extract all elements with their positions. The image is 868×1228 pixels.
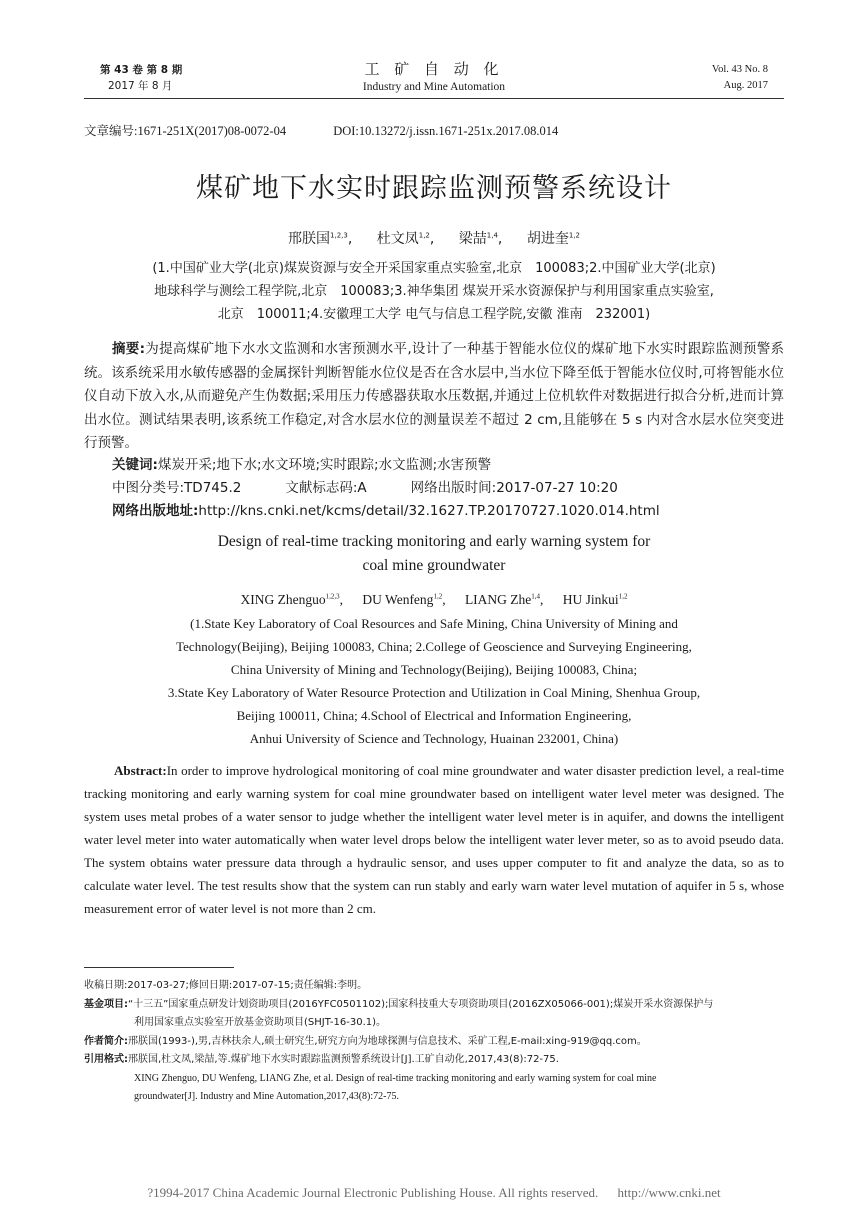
author-cn: 胡进奎$^{1,2}$ xyxy=(526,231,580,247)
running-header-left xyxy=(100,62,182,94)
article-info xyxy=(84,121,558,139)
keywords-label: 关键词: xyxy=(112,457,158,473)
affiliations-cn xyxy=(84,257,784,326)
classification xyxy=(112,476,784,496)
doi: DOI:10.13272/j.issn.1671-251x.2017.08.014 xyxy=(333,124,559,138)
article-number: 文章编号:1671-251X(2017)08-0072-04 xyxy=(84,124,287,138)
title-en-line: Design of real-time tracking monitoring and early warning system for xyxy=(217,533,651,550)
title-en xyxy=(84,530,784,578)
footnote-received: 收稿日期:2017-03-27;修回日期:2017-07-15;责任编辑:李明。 xyxy=(84,980,368,991)
online-address-link[interactable]: http://kns.cnki.net/kcms/detail/32.1627.TP.20170727.1020.014.html xyxy=(198,503,660,519)
abstract-cn-label: 摘要: xyxy=(112,341,145,357)
title-en-line: coal mine groundwater xyxy=(362,557,506,574)
affiliation-line: (1.中国矿业大学(北京)煤炭资源与安全开采国家重点实验室,北京 100083;2.中国矿业大学(北京) xyxy=(152,261,716,276)
keywords-text: 煤炭开采;地下水;水文环境;实时跟踪;水文监测;水害预警 xyxy=(157,457,492,473)
author-cn: 邢朕国$^{1,2,3}$, xyxy=(288,231,353,247)
running-header-right xyxy=(712,62,768,94)
footnote-rule xyxy=(84,967,234,968)
footnotes xyxy=(84,977,784,1107)
journal-name-cn: 工 矿 自 动 化 xyxy=(364,60,504,78)
date-cn: 2017 年 8 月 xyxy=(108,80,173,92)
online-address-label: 网络出版地址: xyxy=(112,503,199,519)
author-cn: 梁喆$^{1,4}$, xyxy=(458,231,503,247)
volume-cn: 第 43 卷 第 8 期 xyxy=(100,64,183,76)
affiliation-en-line: Technology(Beijing), Beijing 100083, China; 2.College of Geoscience and Surveying Engineering, xyxy=(176,639,692,654)
document-code: 文献标志码:A xyxy=(285,480,367,496)
journal-name-en: Industry and Mine Automation xyxy=(362,81,506,93)
clc-number: 中图分类号:TD745.2 xyxy=(112,480,242,496)
abstract-cn xyxy=(84,338,784,456)
cnki-url[interactable]: http://www.cnki.net xyxy=(617,1185,721,1200)
affiliation-en-line: (1.State Key Laboratory of Coal Resources and Safe Mining, China University of Mining and xyxy=(190,616,678,631)
online-address xyxy=(112,499,784,519)
affiliation-en-line: China University of Mining and Technology(Beijing), Beijing 100083, China; xyxy=(230,662,638,677)
affiliations-en xyxy=(84,612,784,750)
keywords-cn xyxy=(112,453,784,473)
abstract-en xyxy=(84,759,784,920)
running-header-center xyxy=(300,58,568,93)
copyright-footer xyxy=(0,1185,868,1201)
affiliation-line: 地球科学与测绘工程学院,北京 100083;3.神华集团 煤炭开采水资源保护与利用国家重点实验室, xyxy=(154,284,714,299)
date-en: Aug. 2017 xyxy=(723,80,768,91)
authors-en xyxy=(0,592,868,608)
affiliation-en-line: 3.State Key Laboratory of Water Resource Protection and Utilization in Coal Mining, Shenhua Group, xyxy=(167,685,701,700)
affiliation-en-line: Anhui University of Science and Technology, Huainan 232001, China) xyxy=(249,731,619,746)
abstract-cn-text: 为提高煤矿地下水水文监测和水害预测水平,设计了一种基于智能水位仪的煤矿地下水实时跟踪监测预警系统。该系统采用水敏传感器的金属探针判断智能水位仪是否在含水层中,当水位下降至低于智能水位仪时,可将智能水位仪自动下放入水,从而避免产生伪数据;采用压力传感器获取水压数据,并通过上位机软件对数据进行拟合分析,进而计算出水位。测试结果表明,该系统工作稳定,对含水层水位的测量误差不超过 2 cm,且能够在 5 s 内对含水层水位突变进行预警。 xyxy=(84,341,784,451)
footnote-citation: 引用格式:邢朕国,杜文凤,梁喆,等.煤矿地下水实时跟踪监测预警系统设计[J].工矿自动化,2017,43(8):72-75. XING Zhenguo, DU Wenfeng, LIANG Zhe, et al. Design of real-time tracking monitoring and early warning system for coal mine groundwater[J]. Industry and Mine Automation,2017,43(8):72-75. xyxy=(84,1054,657,1102)
title-cn: 煤矿地下水实时跟踪监测预警系统设计 xyxy=(196,173,672,204)
footnote-author-bio: 作者简介:邢朕国(1993-),男,吉林扶余人,硕士研究生,研究方向为地球探测与信息技术、采矿工程,E-mail:xing-919@qq.com。 xyxy=(84,1035,647,1047)
online-pub-time: 网络出版时间:2017-07-27 10:20 xyxy=(410,480,618,496)
copyright-text: ?1994-2017 China Academic Journal Electronic Publishing House. All rights reserved. xyxy=(147,1185,599,1200)
abstract-en-text: In order to improve hydrological monitoring of coal mine groundwater and water disaster prediction level, a real-time tracking monitoring and early warning system for coal mine groundwater based on intelligent water level meter was designed. The system uses metal probes of a water sensor to judge whether the intelligent water level meter is in aquifer, and downs the intelligent water level meter into water automatically when water level drops below the intelligent water lever meter, so as to avoid pseudo data. The system obtains water pressure data through a hydraulic sensor, and uses upper computer to fit and analyze the data, so as to calculate water level. The test results show that the system can run stably and early warn water level mutation of aquifer in 5 s, whose measurement error of water level is not more than 2 cm. xyxy=(84,763,784,916)
authors-cn xyxy=(0,228,868,248)
header-rule xyxy=(84,98,784,99)
author-cn: 杜文凤$^{1,2}$, xyxy=(376,231,435,247)
abstract-en-label: Abstract: xyxy=(114,763,167,778)
author-en: HU Jinkui$^{1,2}$ xyxy=(562,592,628,607)
author-en: XING Zhenguo$^{1,2,3}$, xyxy=(240,592,344,607)
author-en: LIANG Zhe$^{1,4}$, xyxy=(464,592,544,607)
volume-en: Vol. 43 No. 8 xyxy=(711,64,768,75)
affiliation-line: 北京 100011;4.安徽理工大学 电气与信息工程学院,安徽 淮南 232001) xyxy=(217,307,651,322)
author-en: DU Wenfeng$^{1,2}$, xyxy=(362,592,446,607)
affiliation-en-line: Beijing 100011, China; 4.School of Electrical and Information Engineering, xyxy=(236,708,632,723)
footnote-funding: 基金项目:“十三五”国家重点研发计划资助项目(2016YFC0501102);国家科技重大专项资助项目(2016ZX05066-001);煤炭开采水资源保护与 利用国家重点实验室开放基金资助项目(SHJT-16-30.1)。 xyxy=(84,998,714,1028)
